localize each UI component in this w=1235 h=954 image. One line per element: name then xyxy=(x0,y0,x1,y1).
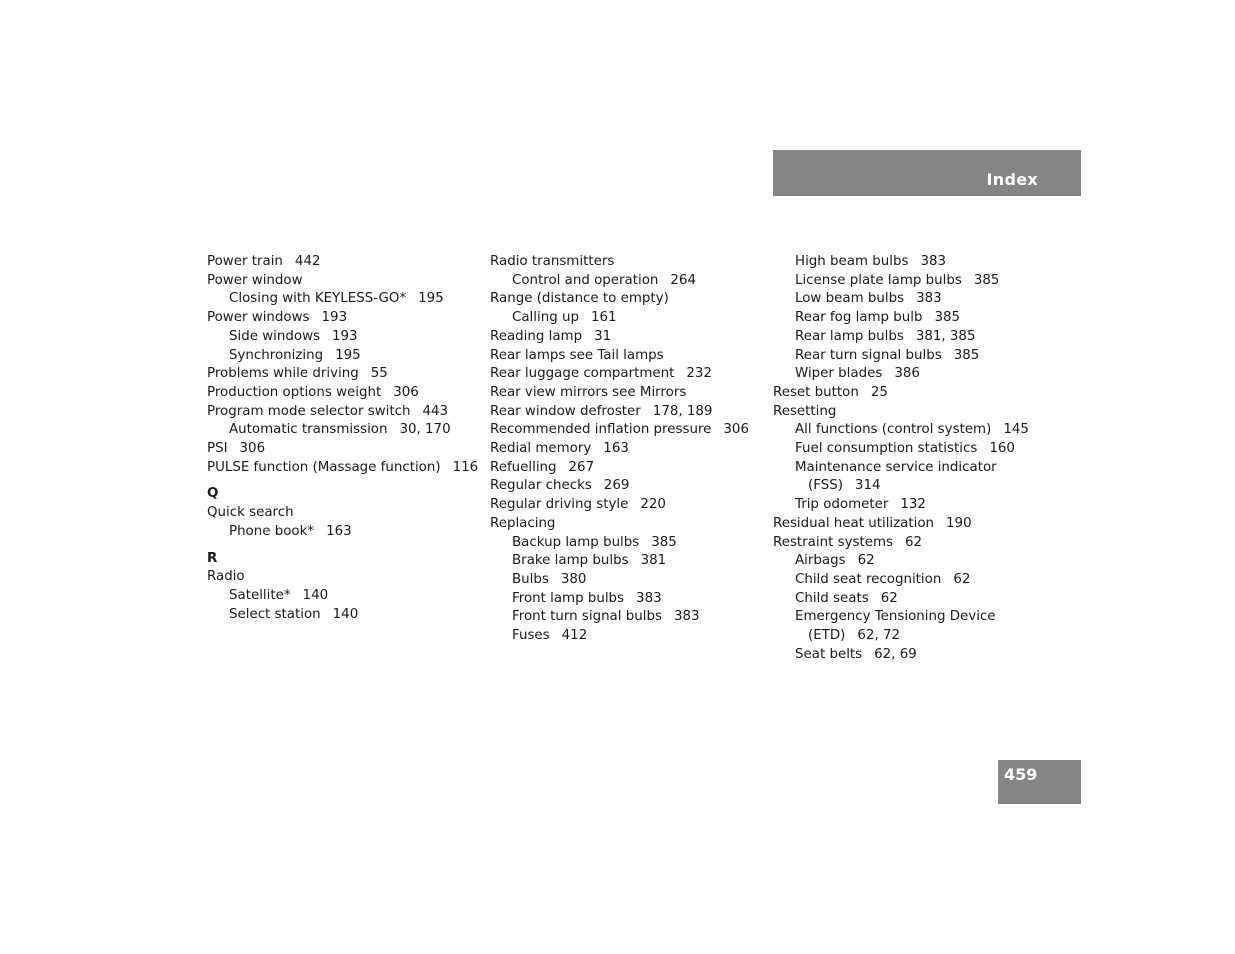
index-entry xyxy=(773,365,1073,384)
index-page-ref: 306 xyxy=(239,441,266,457)
index-page-ref: 62 xyxy=(904,534,923,550)
index-entry-text: Problems while driving xyxy=(207,366,359,382)
index-page-ref: 145 xyxy=(1003,422,1029,438)
section-header xyxy=(773,150,1081,196)
index-entry xyxy=(490,459,765,478)
index-page-ref: 178, 189 xyxy=(652,403,713,419)
index-page-ref: 25 xyxy=(870,384,888,400)
index-column-2 xyxy=(490,253,765,646)
index-column-3 xyxy=(773,253,1073,664)
index-page-ref: 163 xyxy=(603,441,629,457)
index-entry xyxy=(490,365,765,384)
index-entry-text: Control and operation xyxy=(512,272,659,288)
index-entry-text: High beam bulbs xyxy=(795,254,909,269)
index-entry xyxy=(773,590,1073,609)
index-entry xyxy=(207,365,482,384)
index-page-ref: 160 xyxy=(989,441,1015,457)
index-page-ref: 383 xyxy=(673,609,700,625)
index-entry-text: Fuel consumption statistics xyxy=(795,441,978,457)
index-page-ref: 443 xyxy=(422,403,449,419)
index-page-ref: 62 xyxy=(953,571,971,587)
page-number: 459 xyxy=(1004,765,1038,784)
index-entry-text: Child seats xyxy=(795,590,869,606)
index-page-ref: 385 xyxy=(973,272,1000,288)
index-page-ref: 140 xyxy=(332,606,359,622)
index-entry-text: Rear turn signal bulbs xyxy=(795,347,942,363)
index-entry xyxy=(207,606,482,625)
index-entry xyxy=(207,568,482,587)
index-entry-text: Calling up xyxy=(512,310,579,326)
index-entry-text: Backup lamp bulbs xyxy=(512,534,640,550)
index-entry xyxy=(773,534,1073,553)
index-entry-text: Automatic transmission xyxy=(229,422,388,438)
index-page-ref: 195 xyxy=(418,291,444,307)
index-page-ref: 381, 385 xyxy=(915,328,976,344)
index-letter-heading: R xyxy=(207,550,218,566)
index-entry-text: Power train xyxy=(207,254,283,269)
index-entry xyxy=(773,309,1073,328)
index-entry-text: Production options weight xyxy=(207,384,382,400)
index-page-ref: 220 xyxy=(640,497,666,513)
index-entry-text: Refuelling xyxy=(490,459,557,475)
index-entry-text: Select station xyxy=(229,606,321,622)
index-page-ref: 62, 72 xyxy=(857,628,900,644)
index-page-ref: 442 xyxy=(294,254,321,269)
index-entry xyxy=(773,421,1073,440)
index-entry-text: Brake lamp bulbs xyxy=(512,553,629,569)
index-page-ref: 385 xyxy=(651,534,677,550)
index-entry xyxy=(773,272,1073,291)
index-entry xyxy=(207,403,482,422)
index-entry-text: Quick search xyxy=(207,505,294,521)
index-entry-text: Synchronizing xyxy=(229,347,324,363)
index-entry xyxy=(490,290,765,309)
index-entry xyxy=(490,608,765,627)
index-entry-text: (ETD) xyxy=(808,628,846,644)
index-entry-text: Power window xyxy=(207,272,303,288)
index-entry-text: Rear window defroster xyxy=(490,403,641,419)
index-entry xyxy=(490,534,765,553)
index-entry-text: Range (distance to empty) xyxy=(490,291,669,307)
index-page-ref: 55 xyxy=(370,366,388,382)
index-page-ref: 193 xyxy=(332,328,358,344)
index-entry-text: Front turn signal bulbs xyxy=(512,609,662,625)
index-entry-text: Fuses xyxy=(512,628,550,644)
index-entry-text: Rear fog lamp bulb xyxy=(795,310,923,326)
index-entry-text: (FSS) xyxy=(808,478,843,494)
index-entry xyxy=(490,515,765,534)
index-page-ref: 380 xyxy=(560,571,587,587)
index-entry xyxy=(490,571,765,590)
index-page-ref: 116 xyxy=(452,459,479,475)
index-page-ref: 412 xyxy=(561,628,588,644)
index-entry xyxy=(773,515,1073,534)
index-entry xyxy=(207,421,482,440)
index-entry xyxy=(773,477,1073,496)
index-page-ref: 161 xyxy=(590,310,617,326)
index-entry-text: Closing with KEYLESS-GO* xyxy=(229,291,407,307)
index-entry-text: Rear luggage compartment xyxy=(490,366,675,382)
index-entry-text: Regular checks xyxy=(490,478,592,494)
index-page-ref: 62 xyxy=(857,553,875,569)
index-entry-text: Power windows xyxy=(207,310,310,326)
index-entry-text: Reading lamp xyxy=(490,328,583,344)
index-entry xyxy=(773,459,1073,478)
index-entry-text: Residual heat utilization xyxy=(773,515,935,531)
index-entry xyxy=(490,627,765,646)
index-entry-text: Child seat recognition xyxy=(795,571,942,587)
index-entry-text: Radio transmitters xyxy=(490,254,615,269)
index-entry xyxy=(490,309,765,328)
index-entry xyxy=(207,272,482,291)
index-entry xyxy=(773,646,1073,665)
index-entry-text: Trip odometer xyxy=(795,497,889,513)
index-entry xyxy=(207,290,482,309)
index-page-ref: 385 xyxy=(934,310,961,326)
index-page-ref: 269 xyxy=(603,478,630,494)
index-entry-text: Seat belts xyxy=(795,646,863,662)
index-page-ref: 386 xyxy=(894,366,920,382)
index-entry-text: Side windows xyxy=(229,328,320,344)
index-page-ref: 232 xyxy=(686,366,712,382)
index-entry xyxy=(207,523,482,542)
index-page-ref: 383 xyxy=(636,590,662,606)
index-entry xyxy=(773,608,1073,627)
index-entry-text: Reset button xyxy=(773,384,859,400)
index-page-ref: 385 xyxy=(953,347,980,363)
index-page-ref: 62, 69 xyxy=(874,646,917,662)
index-entry xyxy=(207,587,482,606)
index-entry xyxy=(773,253,1073,272)
index-entry xyxy=(773,328,1073,347)
index-entry xyxy=(207,253,482,272)
index-page-ref: 30, 170 xyxy=(399,422,451,438)
index-page-ref: 190 xyxy=(946,515,972,531)
index-entry-text: Regular driving style xyxy=(490,497,629,513)
index-entry xyxy=(773,571,1073,590)
index-entry xyxy=(773,403,1073,422)
index-entry xyxy=(490,440,765,459)
index-page-ref: 62 xyxy=(880,590,898,606)
index-entry xyxy=(773,384,1073,403)
index-entry-text: Rear lamp bulbs xyxy=(795,328,904,344)
index-entry-text: All functions (control system) xyxy=(795,422,992,438)
index-letter-heading: Q xyxy=(207,486,219,502)
index-entry-text: PULSE function (Massage function) xyxy=(207,459,441,475)
index-entry xyxy=(207,328,482,347)
index-entry-text: Satellite* xyxy=(229,587,291,603)
index-page-ref: 383 xyxy=(920,254,947,269)
index-entry xyxy=(490,328,765,347)
index-entry xyxy=(207,440,482,459)
index-entry xyxy=(207,459,482,478)
index-entry-text: Maintenance service indicator xyxy=(795,459,997,475)
index-entry-text: Replacing xyxy=(490,515,556,531)
index-entry xyxy=(490,552,765,571)
index-entry xyxy=(490,253,765,272)
index-page-ref: 306 xyxy=(393,384,419,400)
index-page-ref: 193 xyxy=(321,310,348,326)
index-entry-text: PSI xyxy=(207,441,228,457)
index-entry xyxy=(773,627,1073,646)
index-entry-text: Program mode selector switch xyxy=(207,403,411,419)
index-entry-text: Bulbs xyxy=(512,571,549,587)
index-page-ref: 381 xyxy=(640,553,667,569)
index-entry-text: Front lamp bulbs xyxy=(512,590,625,606)
index-entry-text: Recommended inflation pressure xyxy=(490,422,712,438)
index-page-ref: 132 xyxy=(900,497,926,513)
index-entry xyxy=(773,496,1073,515)
index-entry xyxy=(490,403,765,422)
index-entry-text: Resetting xyxy=(773,403,837,419)
index-entry-text: Wiper blades xyxy=(795,366,883,382)
index-entry xyxy=(773,440,1073,459)
index-entry-text: Redial memory xyxy=(490,441,592,457)
index-entry-text: Airbags xyxy=(795,553,846,569)
index-page-ref: 306 xyxy=(723,422,749,438)
index-entry-text: Phone book* xyxy=(229,523,315,539)
index-page-ref: 314 xyxy=(854,478,881,494)
index-entry xyxy=(490,496,765,515)
index-page-ref: 140 xyxy=(302,587,329,603)
index-entry xyxy=(490,477,765,496)
index-entry xyxy=(490,347,765,366)
index-entry xyxy=(490,384,765,403)
index-page-ref: 163 xyxy=(326,523,352,539)
index-entry-text: Rear view mirrors see Mirrors xyxy=(490,384,687,400)
index-entry-text: License plate lamp bulbs xyxy=(795,272,962,288)
index-entry-text: Rear lamps see Tail lamps xyxy=(490,347,664,363)
index-page-ref: 264 xyxy=(670,272,696,288)
index-entry xyxy=(490,590,765,609)
index-entry xyxy=(207,504,482,523)
index-entry xyxy=(773,347,1073,366)
section-title: Index xyxy=(986,170,1038,189)
index-page-ref: 195 xyxy=(335,347,361,363)
index-entry xyxy=(773,552,1073,571)
index-entry-text: Emergency Tensioning Device xyxy=(795,609,996,625)
index-entry xyxy=(490,421,765,440)
index-entry xyxy=(207,347,482,366)
index-entry xyxy=(490,272,765,291)
page-number-box xyxy=(998,760,1081,804)
index-entry-text: Radio xyxy=(207,569,245,585)
index-page-ref: 31 xyxy=(594,328,612,344)
index-entry xyxy=(773,290,1073,309)
index-entry-text: Restraint systems xyxy=(773,534,893,550)
index-entry xyxy=(207,309,482,328)
index-entry xyxy=(207,384,482,403)
index-column-1 xyxy=(207,253,482,624)
index-page-ref: 383 xyxy=(916,291,942,307)
index-page-ref: 267 xyxy=(568,459,595,475)
index-entry-text: Low beam bulbs xyxy=(795,291,905,307)
